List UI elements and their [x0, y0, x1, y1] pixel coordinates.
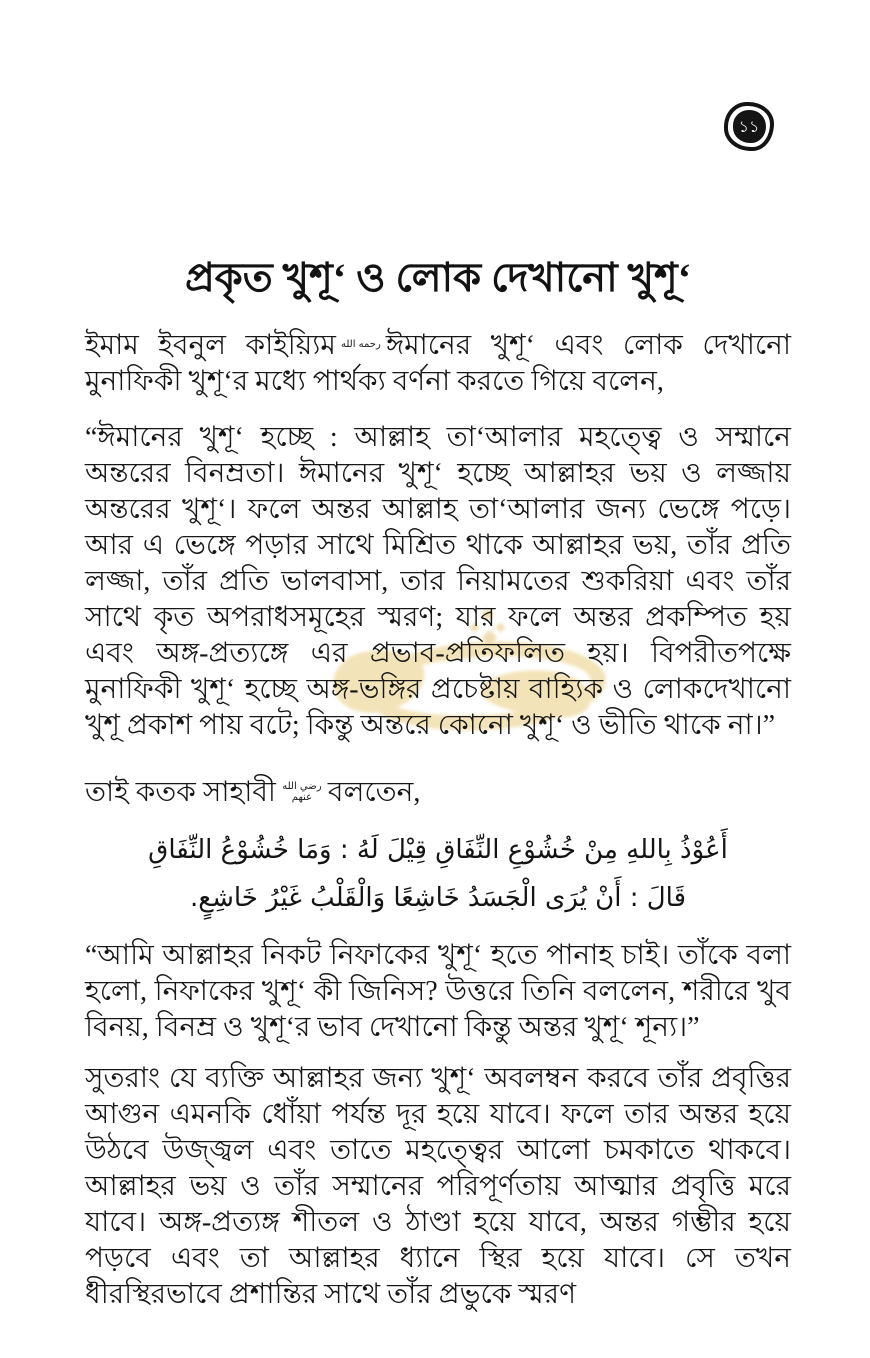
page-content — [85, 0, 791, 1313]
radiallahu-anhum-calligraphy-icon: رضي الله عنهم — [282, 781, 322, 803]
sahabi-text-after: বলতেন, — [327, 777, 421, 808]
ibnul-qayyim-quote-paragraph: “ঈমানের খুশূ‘ হচ্ছে : আল্লাহ তা‘আলার মহত্ত্বে ও সম্মানে অন্তরের বিনম্রতা। ঈমানের খুশূ‘ হচ্ছে আল্লাহর ভয় ও লজ্জায় অন্তরের খুশূ‘। ফলে অন্তর আল্লাহ তা‘আলার জন্য ভেঙ্গে পড়ে। আর এ ভেঙ্গে পড়ার সাথে মিশ্রিত থাকে আল্লাহর ভয়, তাঁর প্রতি লজ্জা, তাঁর প্রতি ভালবাসা, তার নিয়ামতের শুকরিয়া এবং তাঁর সাথে কৃত অপরাধসমূহের স্মরণ; যার ফলে অন্তর প্রকম্পিত হয় এবং অঙ্গ-প্রত্যঙ্গে এর প্রভাব-প্রতিফলিত হয়। বিপরীতপক্ষে মুনাফিকী খুশূ‘ হচ্ছে অঙ্গ-ভঙ্গির প্রচেষ্টায় বাহ্যিক ও লোকদেখানো খুশূ প্রকাশ পায় বটে; কিন্তু অন্তরে কোনো খুশূ‘ ও ভীতি থাকে না।” — [85, 422, 792, 741]
translation-paragraph: “আমি আল্লাহর নিকট নিফাকের খুশূ‘ হতে পানাহ চাই। তাঁকে বলা হলো, নিফাকের খুশূ‘ কী জিনিস? উত্তরে তিনি বললেন, শরীরে খুব বিনয়, বিনম্র ও খুশূ‘র ভাব দেখানো কিন্তু অন্তর খুশূ‘ শূন্য।” — [85, 940, 791, 1043]
rahimahullah-calligraphy-icon: رحمه الله — [340, 339, 381, 351]
intro-text-before: ইমাম ইবনুল কাইয়্যিম — [85, 330, 336, 361]
sahabi-lead-line — [85, 775, 791, 811]
page-number-badge — [724, 102, 774, 151]
arabic-quote-block — [85, 826, 791, 922]
closing-paragraph: সুতরাং যে ব্যক্তি আল্লাহর জন্য খুশূ‘ অবলম্বন করবে তাঁর প্রবৃত্তির আগুন এমনকি ধোঁয়া পর্যন্ত দূর হয়ে যাবে। ফলে তার অন্তর হয়ে উঠবে উজ্জ্বল এবং তাতে মহত্ত্বের আলো চমকাতে থাকবে। আল্লাহর ভয় ও তাঁর সম্মানের পরিপূর্ণতায় আত্মার প্রবৃত্তি মরে যাবে। অঙ্গ-প্রত্যঙ্গ শীতল ও ঠাণ্ডা হয়ে যাবে, অন্তর গম্ভীর হয়ে পড়বে এবং তা আল্লাহর ধ্যানে স্থির হয়ে যাবে। সে তখন ধীরস্থিরভাবে প্রশান্তির সাথে তাঁর প্রভুকে স্মরণ — [85, 1063, 791, 1310]
intro-paragraph — [85, 328, 791, 400]
arabic-quote-line-2: قَالَ : أَنْ يُرَى الْجَسَدُ خَاشِعًا وَالْقَلْبُ غَيْرُ خَاشِعٍ. — [189, 883, 687, 913]
arabic-quote-line-1: أَعُوْذُ بِاللهِ مِنْ خُشُوْعِ النِّفَاقِ قِيْلَ لَهُ : وَمَا خُشُوْعُ النِّفَاقِ — [148, 835, 728, 865]
intro-text-after: ঈমানের খুশূ‘ এবং লোক দেখানো মুনাফিকী খুশূ‘র মধ্যে পার্থক্য বর্ণনা করতে গিয়ে বলেন, — [85, 330, 791, 397]
chapter-title: প্রকৃত খুশূ‘ ও লোক দেখানো খুশূ‘ — [184, 255, 692, 300]
sahabi-text-before: তাই কতক সাহাবী — [85, 777, 276, 808]
page-number: ১১ — [733, 110, 766, 143]
